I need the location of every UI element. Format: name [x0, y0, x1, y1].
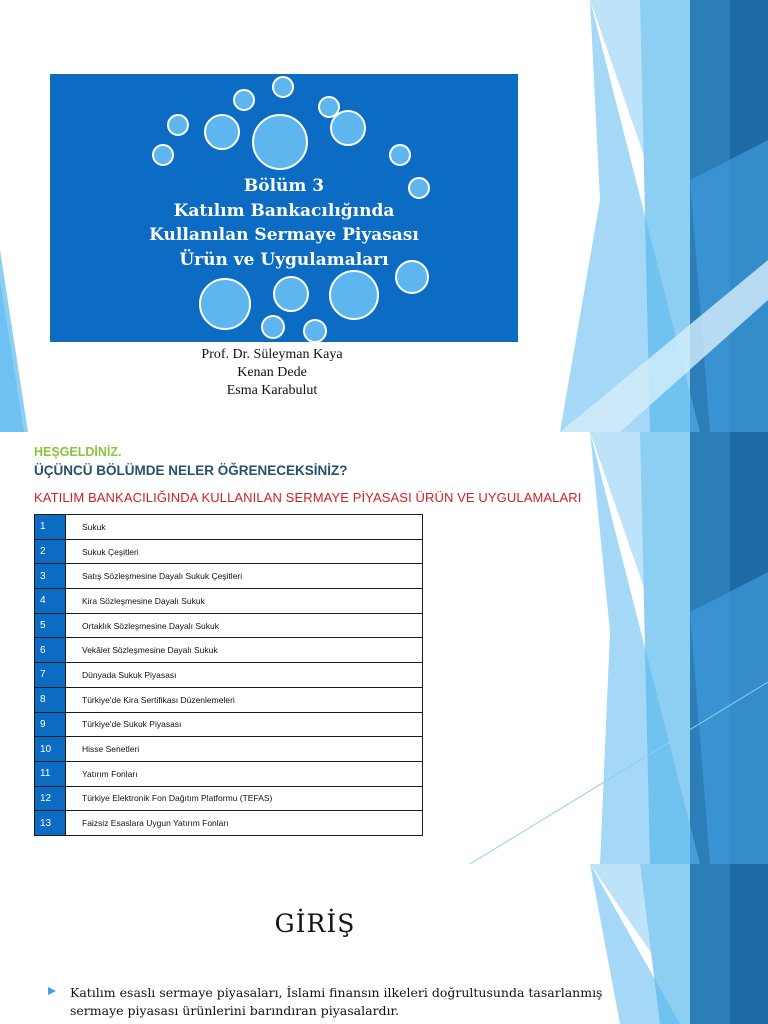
row-topic: Sukuk Çeşitleri — [66, 539, 423, 564]
section-heading: KATILIM BANKACILIĞINDA KULLANILAN SERMAYE PİYASASI ÜRÜN VE UYGULAMALARI — [34, 490, 582, 505]
author-name: Kenan Dede — [237, 365, 307, 380]
row-number: 6 — [35, 638, 66, 663]
title-line: Bölüm 3 — [243, 176, 325, 196]
row-number: 11 — [35, 761, 66, 786]
row-topic: Sukuk — [66, 515, 423, 540]
table-row — [35, 539, 423, 564]
slide-title: GİRİŞ — [274, 909, 356, 938]
table-row — [35, 564, 423, 589]
section-question: ÜÇÜNCÜ BÖLÜMDE NELER ÖĞRENECEKSİNİZ? — [34, 463, 348, 478]
intro-slide — [0, 864, 768, 1024]
table-row — [35, 515, 423, 540]
bullet-text: Katılım esaslı sermaye piyasaları, İslami finansın ilkeleri doğrultusunda tasarlanmış sermaye piyasası ürünlerini barındıran piyasalardır. — [70, 985, 603, 1018]
decorative-circle — [389, 144, 411, 166]
table-row — [35, 737, 423, 762]
decorative-circle — [204, 114, 240, 150]
title-line: Kullanılan Sermaye Piyasası — [149, 225, 419, 245]
row-number: 13 — [35, 811, 66, 836]
row-topic: Faizsiz Esaslara Uygun Yatırım Fonları — [66, 811, 423, 836]
table-row — [35, 761, 423, 786]
row-number: 1 — [35, 515, 66, 540]
row-topic: Yatırım Fonları — [66, 761, 423, 786]
row-topic: Ortaklık Sözleşmesine Dayalı Sukuk — [66, 613, 423, 638]
title-line: Ürün ve Uygulamaları — [179, 249, 389, 270]
bullet-item — [48, 984, 608, 1020]
row-number: 3 — [35, 564, 66, 589]
decorative-circle — [252, 114, 308, 170]
bullet-arrow-icon — [48, 987, 56, 995]
decorative-circle — [329, 270, 379, 320]
row-topic: Hisse Senetleri — [66, 737, 423, 762]
row-number: 7 — [35, 663, 66, 688]
slide-title — [50, 174, 518, 272]
row-topic: Dünyada Sukuk Piyasası — [66, 663, 423, 688]
decorative-circle — [303, 319, 327, 343]
row-topic: Vekâlet Sözleşmesine Dayalı Sukuk — [66, 638, 423, 663]
table-row — [35, 638, 423, 663]
welcome-text: HEŞGELDİNİZ. — [34, 445, 122, 459]
row-number: 2 — [35, 539, 66, 564]
author-name: Prof. Dr. Süleyman Kaya — [201, 347, 343, 362]
decorative-circle — [152, 144, 174, 166]
decorative-circle — [318, 96, 340, 118]
contents-slide — [0, 432, 768, 864]
table-row — [35, 663, 423, 688]
decorative-circle — [273, 276, 309, 312]
decorative-circle — [233, 89, 255, 111]
title-box — [50, 74, 518, 342]
contents-table — [34, 514, 423, 836]
author-name: Esma Karabulut — [226, 383, 318, 398]
title-slide — [0, 0, 768, 432]
table-row — [35, 811, 423, 836]
row-number: 9 — [35, 712, 66, 737]
row-topic: Kira Sözleşmesine Dayalı Sukuk — [66, 589, 423, 614]
table-row — [35, 712, 423, 737]
table-row — [35, 589, 423, 614]
decorative-circle — [272, 76, 294, 98]
row-topic: Satış Sözleşmesine Dayalı Sukuk Çeşitleri — [66, 564, 423, 589]
row-topic: Türkiye'de Kira Sertifikası Düzenlemeleri — [66, 687, 423, 712]
row-number: 10 — [35, 737, 66, 762]
row-number: 8 — [35, 687, 66, 712]
decorative-circle — [261, 315, 285, 339]
table-row — [35, 687, 423, 712]
row-topic: Türkiye'de Sukuk Piyasası — [66, 712, 423, 737]
table-row — [35, 613, 423, 638]
authors — [0, 346, 544, 400]
table-row — [35, 786, 423, 811]
row-number: 4 — [35, 589, 66, 614]
title-line: Katılım Bankacılığında — [173, 200, 395, 221]
decorative-circle — [199, 278, 251, 330]
row-number: 12 — [35, 786, 66, 811]
row-number: 5 — [35, 613, 66, 638]
decorative-circle — [167, 114, 189, 136]
row-topic: Türkiye Elektronik Fon Dağıtım Platformu (TEFAS) — [66, 786, 423, 811]
